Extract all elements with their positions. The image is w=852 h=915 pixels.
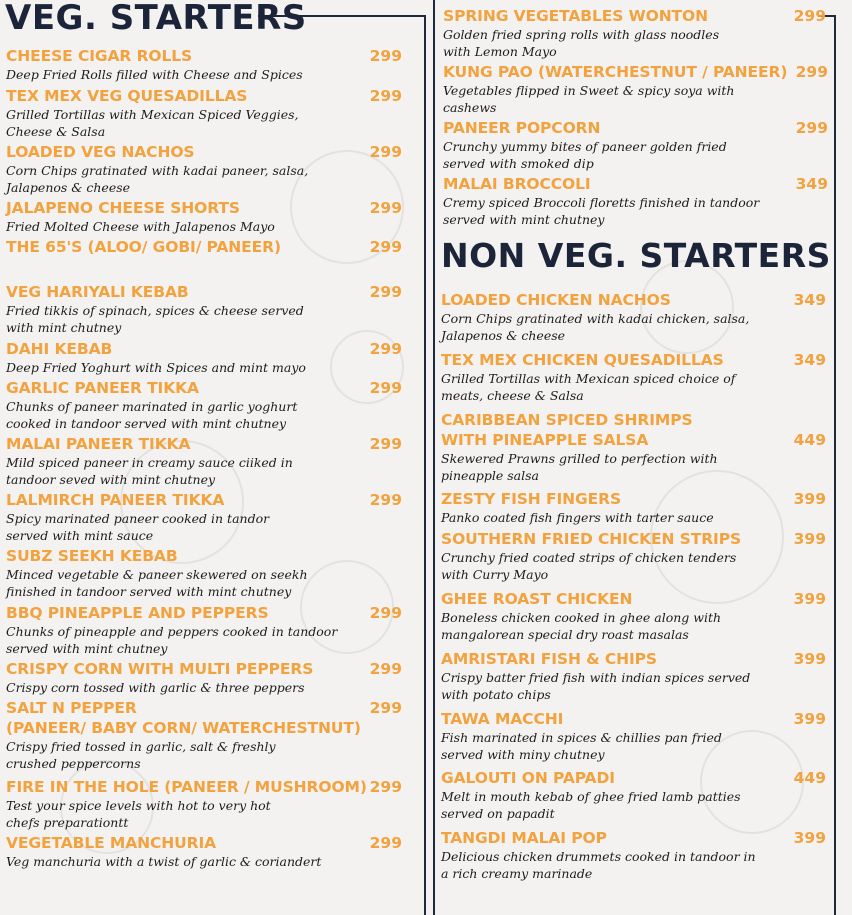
item-name: MALAI BROCCOLI bbox=[443, 175, 591, 193]
item-price: 399 bbox=[793, 829, 826, 847]
item-name: VEG HARIYALI KEBAB bbox=[6, 283, 189, 301]
item-name: GARLIC PANEER TIKKA bbox=[6, 379, 199, 397]
item-price: 349 bbox=[793, 351, 826, 369]
item-name: GHEE ROAST CHICKEN bbox=[441, 590, 633, 608]
item-price: 399 bbox=[793, 490, 826, 508]
item-description: Crispy corn tossed with garlic & three peppers bbox=[6, 680, 305, 695]
item-price: 299 bbox=[369, 660, 402, 678]
item-name: TANGDI MALAI POP bbox=[441, 829, 607, 847]
item-description: Vegetables flipped in Sweet & spicy soya with cashews bbox=[443, 83, 735, 115]
item-price: 299 bbox=[369, 199, 402, 217]
frame-line-left-column-right bbox=[424, 15, 426, 915]
item-price: 299 bbox=[369, 340, 402, 358]
item-name: AMRISTARI FISH & CHIPS bbox=[441, 650, 657, 668]
item-name: THE 65'S (ALOO/ GOBI/ PANEER) bbox=[6, 238, 281, 256]
item-name: CHEESE CIGAR ROLLS bbox=[6, 47, 193, 65]
item-price: 349 bbox=[793, 291, 826, 309]
non-veg-starters-heading: NON VEG. STARTERS bbox=[441, 236, 831, 275]
item-price: 299 bbox=[369, 834, 402, 852]
item-name: VEGETABLE MANCHURIA bbox=[6, 834, 217, 852]
item-price: 299 bbox=[369, 47, 402, 65]
item-name: ZESTY FISH FINGERS bbox=[441, 490, 622, 508]
item-description: Grilled Tortillas with Mexican Spiced Veggies, Cheese & Salsa bbox=[6, 107, 299, 139]
item-price: 449 bbox=[793, 769, 826, 787]
item-name: SUBZ SEEKH KEBAB bbox=[6, 547, 178, 565]
item-description: Fish marinated in spices & chillies pan fried served with miny chutney bbox=[441, 730, 722, 762]
item-price: 299 bbox=[369, 379, 402, 397]
item-description: Deep Fried Yoghurt with Spices and mint mayo bbox=[6, 360, 306, 375]
frame-line-right bbox=[834, 15, 836, 915]
item-description: Delicious chicken drummets cooked in tandoor in a rich creamy marinade bbox=[441, 849, 756, 881]
item-description: Crispy fried tossed in garlic, salt & freshly crushed peppercorns bbox=[6, 739, 276, 771]
item-name: SPRING VEGETABLES WONTON bbox=[443, 7, 708, 25]
item-description: Corn Chips gratinated with kadai paneer, salsa, Jalapenos & cheese bbox=[6, 163, 309, 195]
item-name: TAWA MACCHI bbox=[441, 710, 564, 728]
item-name: SALT N PEPPER bbox=[6, 699, 137, 717]
item-description: Test your spice levels with hot to very hot chefs preparationtt bbox=[6, 798, 271, 830]
item-price: 299 bbox=[369, 238, 402, 256]
item-name-line2: WITH PINEAPPLE SALSA bbox=[441, 431, 649, 449]
item-price: 449 bbox=[793, 431, 826, 449]
item-price: 299 bbox=[369, 435, 402, 453]
item-description: Fried Molted Cheese with Jalapenos Mayo bbox=[6, 219, 275, 234]
item-price: 299 bbox=[369, 491, 402, 509]
item-description: Grilled Tortillas with Mexican spiced choice of meats, cheese & Salsa bbox=[441, 371, 736, 403]
item-description: Crunchy yummy bites of paneer golden fried served with smoked dip bbox=[443, 139, 727, 171]
item-price: 399 bbox=[793, 650, 826, 668]
item-name: DAHI KEBAB bbox=[6, 340, 113, 358]
item-description: Crunchy fried coated strips of chicken tenders with Curry Mayo bbox=[441, 550, 737, 582]
item-price: 299 bbox=[369, 87, 402, 105]
item-name: SOUTHERN FRIED CHICKEN STRIPS bbox=[441, 530, 742, 548]
item-price: 399 bbox=[793, 590, 826, 608]
item-name: TEX MEX VEG QUESADILLAS bbox=[6, 87, 248, 105]
item-description: Boneless chicken cooked in ghee along with mangalorean special dry roast masalas bbox=[441, 610, 722, 642]
item-name: CARIBBEAN SPICED SHRIMPS bbox=[441, 411, 693, 429]
item-name-line2: (PANEER/ BABY CORN/ WATERCHESTNUT) bbox=[6, 719, 361, 737]
item-name: LOADED VEG NACHOS bbox=[6, 143, 195, 161]
item-name: KUNG PAO (WATERCHESTNUT / PANEER) bbox=[443, 63, 788, 81]
item-description: Deep Fried Rolls filled with Cheese and Spices bbox=[6, 67, 303, 82]
item-price: 399 bbox=[793, 530, 826, 548]
veg-starters-heading: VEG. STARTERS bbox=[5, 0, 307, 38]
item-description: Crispy batter fried fish with indian spices served with potato chips bbox=[441, 670, 751, 702]
item-price: 299 bbox=[795, 63, 828, 81]
item-price: 399 bbox=[793, 710, 826, 728]
item-description: Golden fried spring rolls with glass noodles with Lemon Mayo bbox=[443, 27, 720, 59]
item-name: LALMIRCH PANEER TIKKA bbox=[6, 491, 225, 509]
item-description: Panko coated fish fingers with tarter sauce bbox=[441, 510, 714, 525]
item-description: Minced vegetable & paneer skewered on seekh finished in tandoor served with mint chutney bbox=[6, 567, 308, 599]
item-price: 299 bbox=[369, 778, 402, 796]
item-description: Chunks of pineapple and peppers cooked in tandoor served with mint chutney bbox=[6, 624, 338, 656]
item-name: BBQ PINEAPPLE AND PEPPERS bbox=[6, 604, 269, 622]
item-price: 299 bbox=[369, 143, 402, 161]
item-description: Spicy marinated paneer cooked in tandor served with mint sauce bbox=[6, 511, 270, 543]
item-name: PANEER POPCORN bbox=[443, 119, 601, 137]
item-description: Skewered Prawns grilled to perfection with pineapple salsa bbox=[441, 451, 718, 483]
item-description: Cremy spiced Broccoli floretts finished in tandoor served with mint chutney bbox=[443, 195, 760, 227]
item-description: Melt in mouth kebab of ghee fried lamb patties served on papadit bbox=[441, 789, 741, 821]
item-name: LOADED CHICKEN NACHOS bbox=[441, 291, 671, 309]
item-name: JALAPENO CHEESE SHORTS bbox=[6, 199, 240, 217]
frame-line-middle bbox=[433, 0, 435, 915]
item-name: CRISPY CORN WITH MULTI PEPPERS bbox=[6, 660, 314, 678]
item-description: Veg manchuria with a twist of garlic & coriandert bbox=[6, 854, 322, 869]
item-name: GALOUTI ON PAPADI bbox=[441, 769, 615, 787]
item-price: 299 bbox=[369, 699, 402, 717]
item-description: Mild spiced paneer in creamy sauce ciiked in tandoor seved with mint chutney bbox=[6, 455, 293, 487]
item-description: Corn Chips gratinated with kadai chicken, salsa, Jalapenos & cheese bbox=[441, 311, 750, 343]
item-name: TEX MEX CHICKEN QUESADILLAS bbox=[441, 351, 724, 369]
item-price: 299 bbox=[793, 7, 826, 25]
item-price: 349 bbox=[795, 175, 828, 193]
item-price: 299 bbox=[369, 283, 402, 301]
item-price: 299 bbox=[369, 604, 402, 622]
item-description: Fried tikkis of spinach, spices & cheese served with mint chutney bbox=[6, 303, 304, 335]
item-price: 299 bbox=[795, 119, 828, 137]
item-name: MALAI PANEER TIKKA bbox=[6, 435, 191, 453]
item-description: Chunks of paneer marinated in garlic yoghurt cooked in tandoor served with mint chutney bbox=[6, 399, 298, 431]
item-name: FIRE IN THE HOLE (PANEER / MUSHROOM) bbox=[6, 778, 367, 796]
